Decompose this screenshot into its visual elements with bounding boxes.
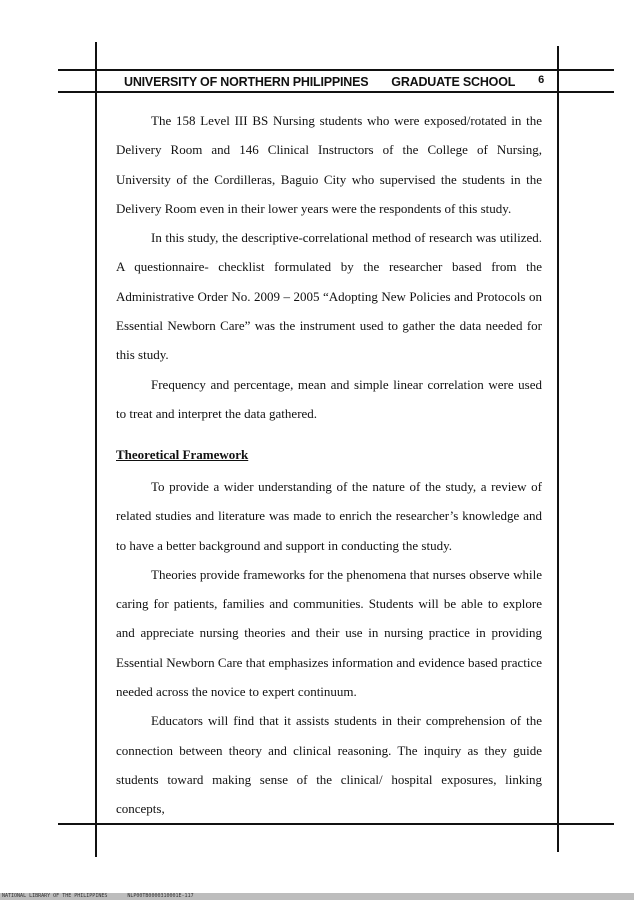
left-margin-rule [95,42,97,857]
section-heading: Theoretical Framework [116,447,249,462]
paragraph: In this study, the descriptive-correlational method of research was utilized. A questionnaire- checklist formulated by the researcher based from the Administrative Order No. 2009 – 2005 “Adopting New Policies and Protocols on Essential Newborn Care” was the instrument used to gather the data needed for this study. [116,230,542,363]
paragraph: To provide a wider understanding of the nature of the study, a review of related studies and literature was made to enrich the researcher’s knowledge and to have a better background and support in conducting the study. [116,479,542,553]
paragraph: Frequency and percentage, mean and simple linear correlation were used to treat and interpret the data gathered. [116,376,542,421]
page-number: 6 [538,74,544,86]
library-name: NATIONAL LIBRARY OF THE PHILIPPINES [2,893,108,899]
paragraph: The 158 Level III BS Nursing students who were exposed/rotated in the Delivery Room and 146 Clinical Instructors of the College of Nursing, University of the Cordilleras, Baguio City who supervised the students in the Delivery Room even in their lower years were the respondents of this study. [116,113,542,216]
header-bottom-rule [58,91,614,93]
paragraph: Educators will find that it assists students in their comprehension of the connection between theory and clinical reasoning. The inquiry as they guide students toward making sense of the clinical/ hospital exposures, linking concepts, [116,713,542,817]
scan-code: NLP00TB0000310001E-117 [127,893,194,899]
page-header [124,75,544,89]
scan-footer-text [2,893,194,900]
school-name: GRADUATE SCHOOL [391,75,516,89]
paragraph: Theories provide frameworks for the phenomena that nurses observe while caring for patients, families and communities. Students will be able to explore and appreciate nursing theories and their use in nursing practice in providing Essential Newborn Care that emphasizes information and evidence based practice needed across the novice to expert continuum. [116,566,542,700]
header-top-rule [58,69,614,71]
university-name: UNIVERSITY OF NORTHERN PHILIPPINES [124,75,369,89]
body-text-bottom [116,472,542,824]
body-text-top [116,106,542,428]
right-margin-rule [557,46,559,852]
